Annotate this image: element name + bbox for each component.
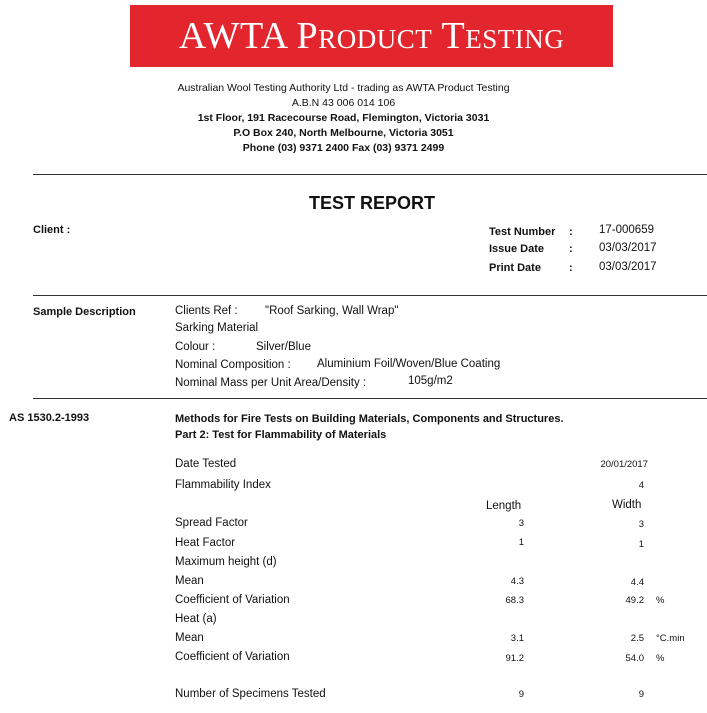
heat-factor-length: 1 <box>518 537 524 548</box>
spread-factor-length: 3 <box>518 518 524 529</box>
heat-a-cov-width: 54.0 <box>625 653 644 664</box>
client-label: Client : <box>33 224 71 236</box>
max-height-cov-label: Coefficient of Variation <box>175 594 290 606</box>
heat-a-mean-label: Mean <box>175 632 204 644</box>
colour-label: Colour : <box>175 341 216 353</box>
print-date-value: 03/03/2017 <box>599 261 657 273</box>
print-date-label: Print Date <box>489 262 541 274</box>
heat-factor-label: Heat Factor <box>175 537 236 549</box>
company-logo <box>130 5 613 67</box>
colour-value: Silver/Blue <box>256 341 311 353</box>
heat-a-cov-unit: % <box>656 653 665 664</box>
flammability-label: Flammability Index <box>175 479 271 491</box>
specimens-width: 9 <box>638 689 644 700</box>
spread-factor-label: Spread Factor <box>175 517 248 529</box>
specimens-length: 9 <box>518 689 524 700</box>
heat-a-mean-width: 2.5 <box>630 633 644 644</box>
max-height-cov-unit: % <box>656 595 665 606</box>
clients-ref-label: Clients Ref : <box>175 305 238 317</box>
max-height-mean-length: 4.3 <box>510 576 524 587</box>
max-height-cov-length: 68.3 <box>505 595 524 606</box>
date-tested-value: 20/01/2017 <box>600 459 648 470</box>
max-height-cov-width: 49.2 <box>625 595 644 606</box>
flammability-value: 4 <box>638 480 644 491</box>
heat-factor-width: 1 <box>638 539 644 550</box>
header-po-box: P.O Box 240, North Melbourne, Victoria 3051 <box>233 127 454 139</box>
specimens-label: Number of Specimens Tested <box>175 688 326 700</box>
sample-material: Sarking Material <box>175 322 259 334</box>
max-height-mean-width: 4.4 <box>630 577 644 588</box>
header-phone: Phone (03) 9371 2400 Fax (03) 9371 2499 <box>242 142 445 154</box>
standard-code: AS 1530.2-1993 <box>9 412 90 424</box>
report-title: TEST REPORT <box>308 193 435 213</box>
column-header-width: Width <box>612 499 642 511</box>
date-tested-label: Date Tested <box>175 458 237 470</box>
standard-title-line1: Methods for Fire Tests on Building Materials, Components and Structures. <box>175 413 564 425</box>
composition-value: Aluminium Foil/Woven/Blue Coating <box>317 358 501 370</box>
standard-title-line2: Part 2: Test for Flammability of Materials <box>175 429 387 441</box>
max-height-label: Maximum height (d) <box>175 556 277 568</box>
divider-middle <box>33 295 707 296</box>
mass-label: Nominal Mass per Unit Area/Density : <box>175 377 367 389</box>
mass-value: 105g/m2 <box>408 375 453 387</box>
sample-description-label: Sample Description <box>33 306 136 318</box>
column-header-length: Length <box>486 500 522 512</box>
heat-a-cov-label: Coefficient of Variation <box>175 651 290 663</box>
header-abn: A.B.N 43 006 014 106 <box>291 97 396 109</box>
composition-label: Nominal Composition : <box>175 359 291 371</box>
issue-date-sep: : <box>569 243 573 255</box>
max-height-mean-label: Mean <box>175 575 204 587</box>
print-date-sep: : <box>569 262 573 274</box>
test-number-sep: : <box>569 226 573 238</box>
divider-lower <box>33 398 707 399</box>
divider-top <box>33 174 707 175</box>
spread-factor-width: 3 <box>638 519 644 530</box>
heat-a-cov-length: 91.2 <box>505 653 524 664</box>
test-number-value: 17-000659 <box>599 224 654 236</box>
logo-text: AWTA Product Testing <box>178 15 565 57</box>
heat-a-label: Heat (a) <box>175 613 217 625</box>
issue-date-value: 03/03/2017 <box>599 242 657 254</box>
heat-a-mean-unit: °C.min <box>656 633 685 644</box>
header-company-line: Australian Wool Testing Authority Ltd - trading as AWTA Product Testing <box>177 82 510 94</box>
header-address: 1st Floor, 191 Racecourse Road, Flemington, Victoria 3031 <box>197 112 490 124</box>
heat-a-mean-length: 3.1 <box>510 633 524 644</box>
test-number-label: Test Number <box>489 226 556 238</box>
clients-ref-value: "Roof Sarking, Wall Wrap" <box>265 305 399 317</box>
issue-date-label: Issue Date <box>489 243 545 255</box>
